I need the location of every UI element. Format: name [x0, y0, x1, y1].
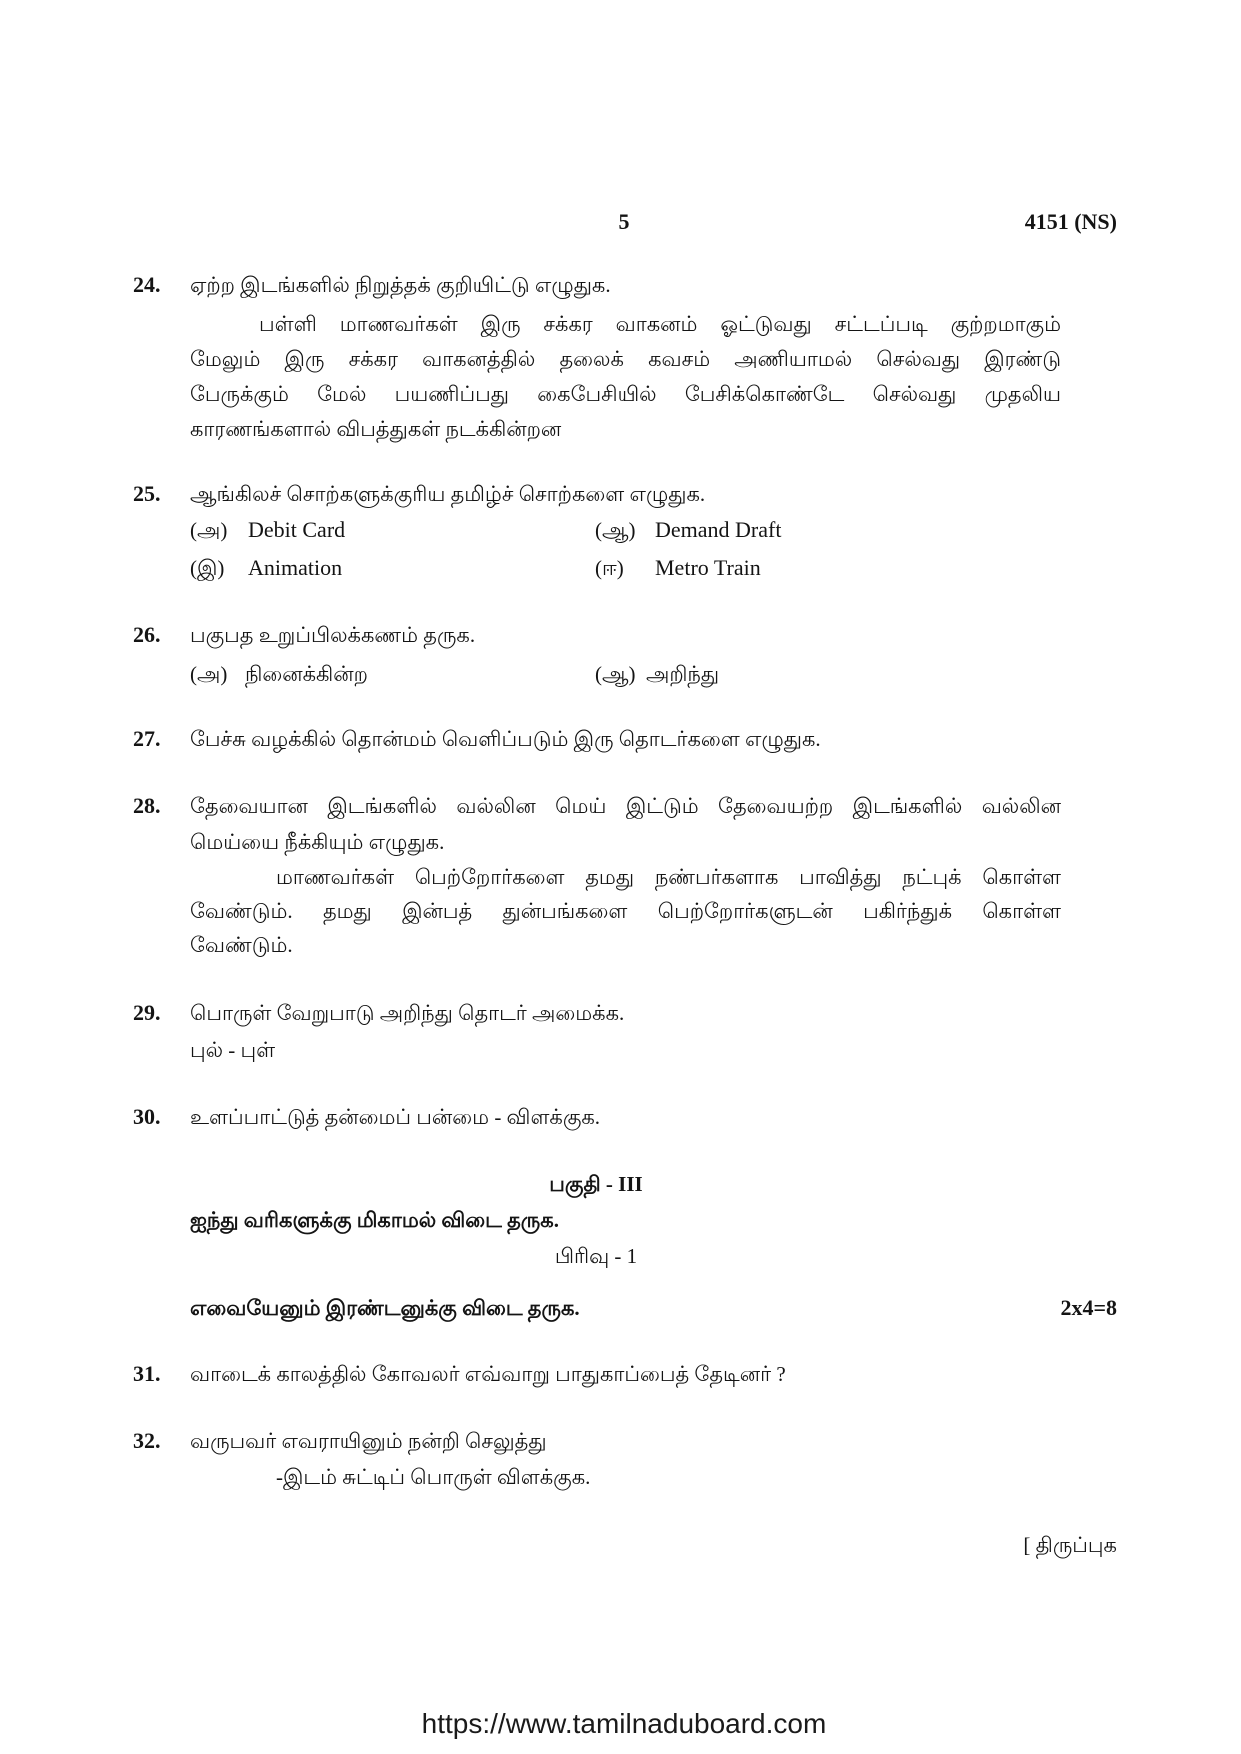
- sub-instruction: எவையேனும் இரண்டனுக்கு விடை தருக.: [190, 1296, 580, 1320]
- question-prompt: ஏற்ற இடங்களில் நிறுத்தக் குறியிட்டு எழுதுக.: [190, 273, 611, 297]
- page-number: 5: [618, 209, 630, 234]
- question-number: 32.: [133, 1428, 161, 1453]
- passage-line: மாணவர்கள் பெற்றோர்களை தமது நண்பர்களாக பாவித்து நட்புக் கொள்ள: [276, 865, 1061, 889]
- question-prompt: பேச்சு வழக்கில் தொன்மம் வெளிப்படும் இரு தொடர்களை எழுதுக.: [190, 727, 821, 751]
- passage-line: வேண்டும். தமது இன்பத் துன்பங்களை பெற்றோர்களுடன் பகிர்ந்துக் கொள்ள: [190, 899, 1061, 923]
- option-label: (ஆ): [595, 518, 636, 542]
- passage-line: காரணங்களால் விபத்துகள் நடக்கின்றன: [190, 417, 562, 441]
- source-url: https://www.tamilnaduboard.com: [421, 1708, 827, 1739]
- question-prompt: வருபவர் எவராயினும் நன்றி செலுத்து: [190, 1429, 547, 1453]
- division-title: பிரிவு - 1: [554, 1244, 638, 1268]
- option-label: (அ): [190, 662, 228, 686]
- part-title: பகுதி - III: [549, 1172, 643, 1196]
- turn-over-note: [ திருப்புக: [1023, 1533, 1117, 1557]
- passage-line: பேருக்கும் மேல் பயணிப்பது கைபேசியில் பேசிக்கொண்டே செல்வது முதலிய: [190, 382, 1061, 406]
- option-text: Debit Card: [248, 517, 346, 542]
- option-label: (ஆ): [595, 662, 636, 686]
- option-label: (இ): [190, 556, 225, 580]
- question-number: 25.: [133, 481, 161, 506]
- part-instruction: ஐந்து வரிகளுக்கு மிகாமல் விடை தருக.: [190, 1208, 559, 1232]
- word-pair: புல் - புள்: [190, 1038, 276, 1062]
- question-prompt: ஆங்கிலச் சொற்களுக்குரிய தமிழ்ச் சொற்களை எழுதுக.: [190, 482, 706, 506]
- option-text: Animation: [248, 555, 343, 580]
- question-prompt: தேவையான இடங்களில் வல்லின மெய் இட்டும் தேவையற்ற இடங்களில் வல்லின: [190, 794, 1061, 818]
- option-text: அறிந்து: [646, 662, 720, 686]
- question-prompt: பொருள் வேறுபாடு அறிந்து தொடர் அமைக்க.: [190, 1001, 625, 1025]
- question-prompt: பகுபத உறுப்பிலக்கணம் தருக.: [190, 623, 476, 647]
- question-number: 30.: [133, 1104, 161, 1129]
- passage-line: மேலும் இரு சக்கர வாகனத்தில் தலைக் கவசம் அணியாமல் செல்வது இரண்டு: [190, 347, 1061, 371]
- marks-label: 2x4=8: [1060, 1295, 1117, 1320]
- option-label: (அ): [190, 518, 228, 542]
- option-text: Metro Train: [655, 555, 761, 580]
- option-text: Demand Draft: [655, 517, 782, 542]
- question-prompt: மெய்யை நீக்கியும் எழுதுக.: [190, 830, 445, 854]
- passage-line: வேண்டும்.: [190, 933, 293, 957]
- option-text: நினைக்கின்ற: [245, 662, 368, 686]
- question-prompt: வாடைக் காலத்தில் கோவலர் எவ்வாறு பாதுகாப்பைத் தேடினர் ?: [190, 1362, 786, 1386]
- passage-line: பள்ளி மாணவர்கள் இரு சக்கர வாகனம் ஓட்டுவது சட்டப்படி குற்றமாகும்: [259, 312, 1061, 336]
- question-number: 31.: [133, 1361, 161, 1386]
- question-prompt: உளப்பாட்டுத் தன்மைப் பன்மை - விளக்குக.: [190, 1105, 601, 1129]
- question-number: 26.: [133, 622, 161, 647]
- question-number: 27.: [133, 726, 161, 751]
- question-number: 24.: [133, 272, 161, 297]
- question-number: 29.: [133, 1000, 161, 1025]
- question-note: -இடம் சுட்டிப் பொருள் விளக்குக.: [276, 1465, 591, 1489]
- option-label: (ஈ): [595, 556, 624, 580]
- question-number: 28.: [133, 793, 161, 818]
- paper-code: 4151 (NS): [1024, 209, 1117, 234]
